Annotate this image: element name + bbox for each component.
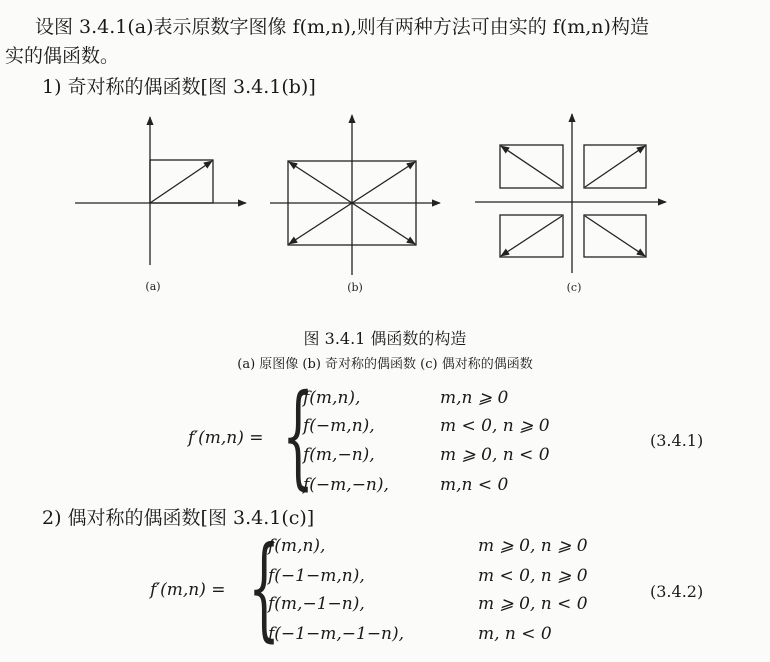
panel-c-diagram xyxy=(475,114,666,273)
panel-a-diagonal-arrow xyxy=(150,161,212,203)
equation-2-cond-4: m, n < 0 xyxy=(478,624,552,644)
panel-b-diagram xyxy=(270,115,440,275)
equation-2-cond-3: m ⩾ 0, n < 0 xyxy=(478,594,588,614)
panel-c-arrow-tl xyxy=(501,146,562,187)
equation-1-cond-2: m < 0, n ⩾ 0 xyxy=(440,416,550,436)
equation-1-row-1: f(m,n), xyxy=(303,388,361,408)
panel-b-arrow-se xyxy=(352,203,415,244)
panel-a-label: (a) xyxy=(145,280,161,293)
equation-2-row-1: f(m,n), xyxy=(268,536,326,556)
equation-2-cond-1: m ⩾ 0, n ⩾ 0 xyxy=(478,536,588,556)
equation-2-row-3: f(m,−1−n), xyxy=(268,594,365,614)
section-1-heading: 1) 奇对称的偶函数[图 3.4.1(b)] xyxy=(42,76,316,98)
equation-1-brace: { xyxy=(282,371,315,501)
equation-3-4-1 xyxy=(0,371,770,501)
paragraph-line-1: 设图 3.4.1(a)表示原数字图像 f(m,n),则有两种方法可由实的 f(m,n)构造 xyxy=(35,16,649,38)
equation-1-row-3: f(m,−n), xyxy=(303,445,375,465)
figure-3-4-1 xyxy=(0,105,770,305)
panel-c-label: (c) xyxy=(566,281,582,294)
equation-1-cond-4: m,n < 0 xyxy=(440,475,509,495)
figure-caption: 图 3.4.1 偶函数的构造 xyxy=(303,329,467,348)
equation-3-4-2 xyxy=(0,523,770,660)
equation-1-row-4: f(−m,−n), xyxy=(303,475,389,495)
equation-2-number: (3.4.2) xyxy=(650,582,704,601)
section-2-heading: 2) 偶对称的偶函数[图 3.4.1(c)] xyxy=(42,507,315,529)
panel-c-arrow-br xyxy=(585,216,645,256)
equation-2-brace: { xyxy=(248,523,281,653)
panel-b-arrow-ne xyxy=(352,162,415,203)
equation-2-cond-2: m < 0, n ⩾ 0 xyxy=(478,566,588,586)
equation-2-lhs: f′(m,n) = xyxy=(150,580,226,600)
equation-2-row-4: f(−1−m,−1−n), xyxy=(268,624,405,644)
paragraph-line-2: 实的偶函数。 xyxy=(5,45,120,67)
panel-c-arrow-bl xyxy=(501,216,562,256)
equation-1-cond-1: m,n ⩾ 0 xyxy=(440,388,509,408)
panel-b-label: (b) xyxy=(347,281,363,294)
panel-c-arrow-tr xyxy=(585,146,645,187)
equation-1-lhs: f′(m,n) = xyxy=(188,428,264,448)
figure-subcaption: (a) 原图像 (b) 奇对称的偶函数 (c) 偶对称的偶函数 xyxy=(237,357,533,372)
equation-1-number: (3.4.1) xyxy=(650,431,704,450)
panel-b-arrow-sw xyxy=(289,203,352,244)
equation-1-row-2: f(−m,n), xyxy=(303,416,375,436)
equation-2-row-2: f(−1−m,n), xyxy=(268,566,365,586)
panel-a-diagram xyxy=(75,117,246,265)
equation-1-cond-3: m ⩾ 0, n < 0 xyxy=(440,445,550,465)
panel-b-arrow-nw xyxy=(289,162,352,203)
